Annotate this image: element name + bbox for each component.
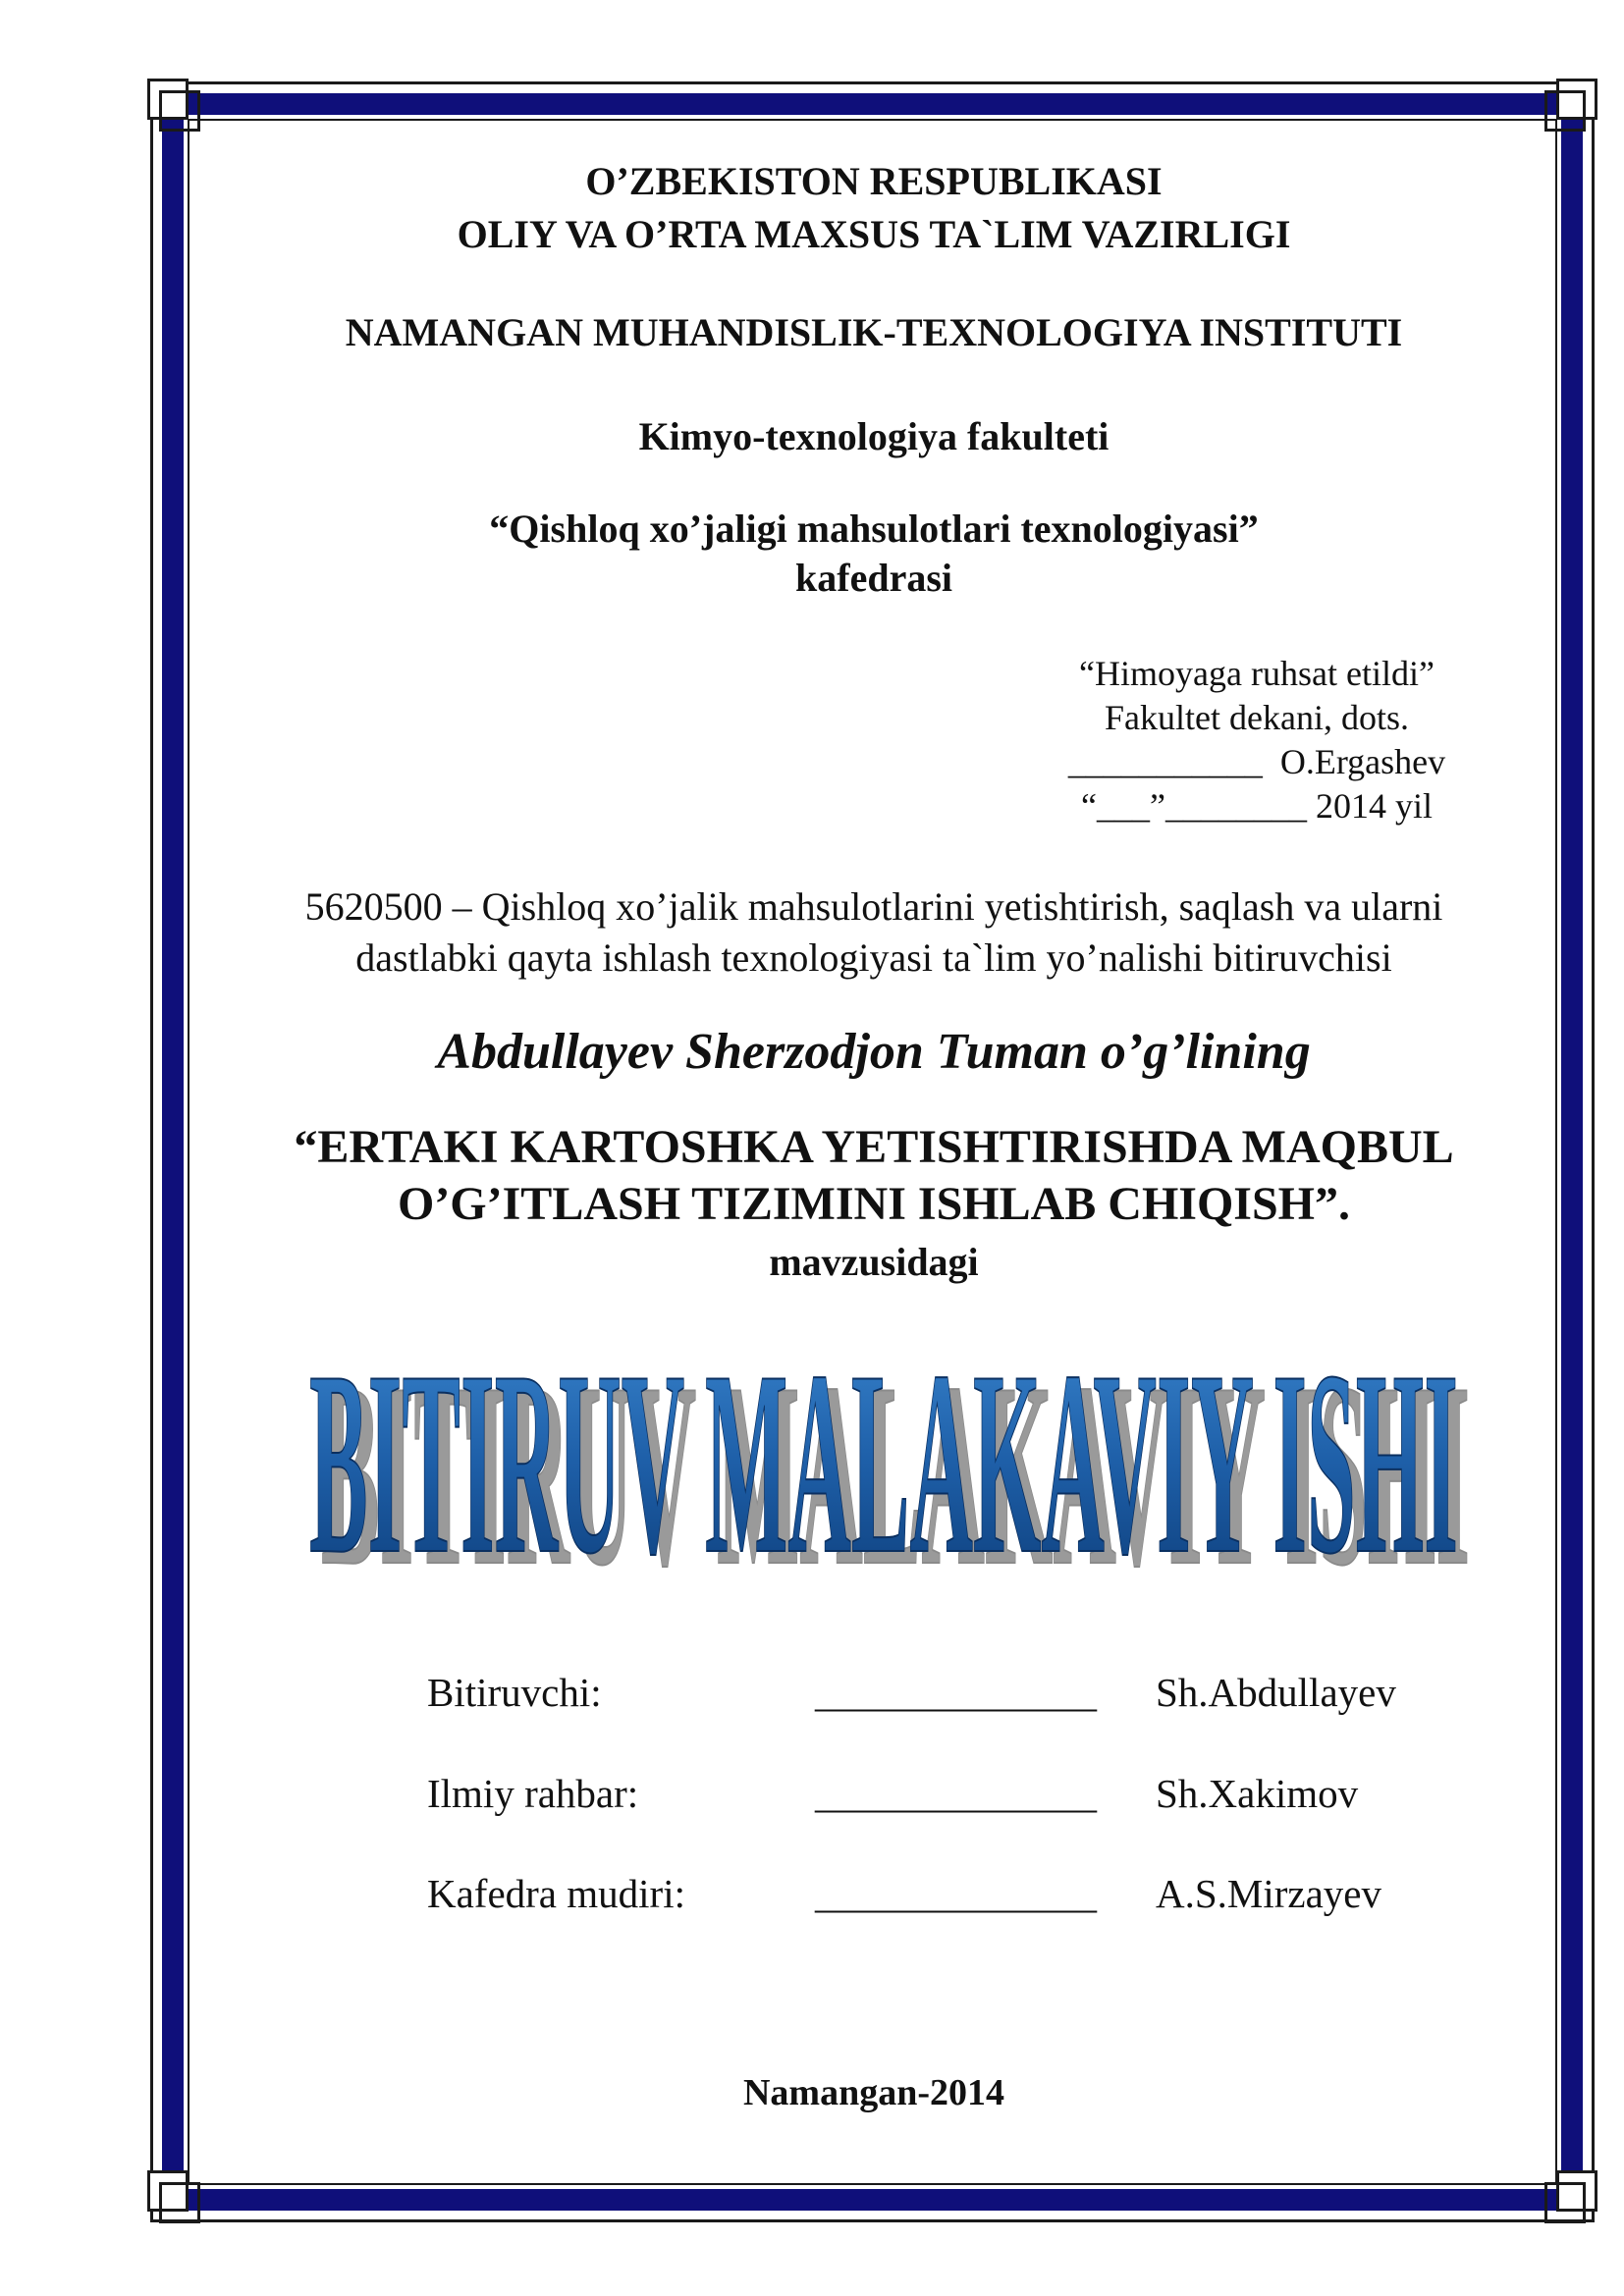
faculty-heading: Kimyo-texnologiya fakulteti [638,414,1110,458]
corner-ornament-bottom-right [1543,2170,1597,2225]
topic-line-1: “ERTAKI KARTOSHKA YETISHTIRISHDA MAQBUL [294,1121,1454,1173]
signature-role: Bitiruvchi: [427,1670,602,1715]
signature-line: ______________ [815,1771,1097,1816]
signature-role: Ilmiy rahbar: [427,1771,639,1816]
signature-name: Sh.Xakimov [1156,1771,1359,1816]
department-line-1: “Qishloq xo’jaligi mahsulotlari texnologiyasi” [489,507,1259,551]
wordart-title-shadow: BITIRUV MALAKAVIY ISHI [321,1328,1470,1580]
ministry-line-1: O’ZBEKISTON RESPUBLIKASI [585,159,1163,203]
approval-dean-signature: ___________ O.Ergashev [1067,742,1446,781]
approval-block [1021,652,1492,828]
topic-line-2: O’G’ITLASH TIZIMINI ISHLAB CHIQISH”. [397,1178,1351,1230]
wordart-title [295,1306,1473,1580]
program-line-1: 5620500 – Qishloq xo’jalik mahsulotlarini yetishtirish, saqlash va ularni [304,884,1443,929]
ministry-line-2: OLIY VA O’RTA MAXSUS TA`LIM VAZIRLIGI [457,212,1291,256]
program-line-2: dastlabki qayta ishlash texnologiyasi ta`lim yo’nalishi bitiruvchisi [355,935,1392,980]
thesis-topic [196,1119,1551,1233]
signature-row-supervisor [427,1770,1507,1825]
approval-date: “___”________ 2014 yil [1081,786,1433,826]
signature-line: ______________ [815,1670,1097,1715]
department-heading [196,505,1551,603]
ministry-heading [196,155,1551,261]
signature-row-head-of-department [427,1870,1507,1925]
signature-line: ______________ [815,1871,1097,1916]
department-line-2: kafedrasi [795,556,952,600]
topic-suffix: mavzusidagi [769,1240,979,1284]
corner-ornament-top-right [1543,79,1597,133]
signature-row-graduate [427,1669,1507,1724]
corner-ornament-bottom-left [147,2170,202,2225]
signature-name: Sh.Abdullayev [1156,1670,1396,1715]
student-name: Abdullayev Sherzodjon Tuman o’g’lining [437,1024,1311,1080]
program-description [196,881,1551,984]
wordart-title-text: BITIRUV MALAKAVIY ISHI [309,1316,1458,1580]
approval-dean-title: Fakultet dekani, dots. [1105,698,1409,737]
approval-title: “Himoyaga ruhsat etildi” [1079,654,1435,693]
signature-name: A.S.Mirzayev [1156,1871,1382,1916]
corner-ornament-top-left [147,79,202,133]
city-year: Namangan-2014 [742,2072,1005,2113]
institute-heading: NAMANGAN MUHANDISLIK-TEXNOLOGIYA INSTITUTI [345,310,1403,354]
signature-role: Kafedra mudiri: [427,1871,685,1916]
